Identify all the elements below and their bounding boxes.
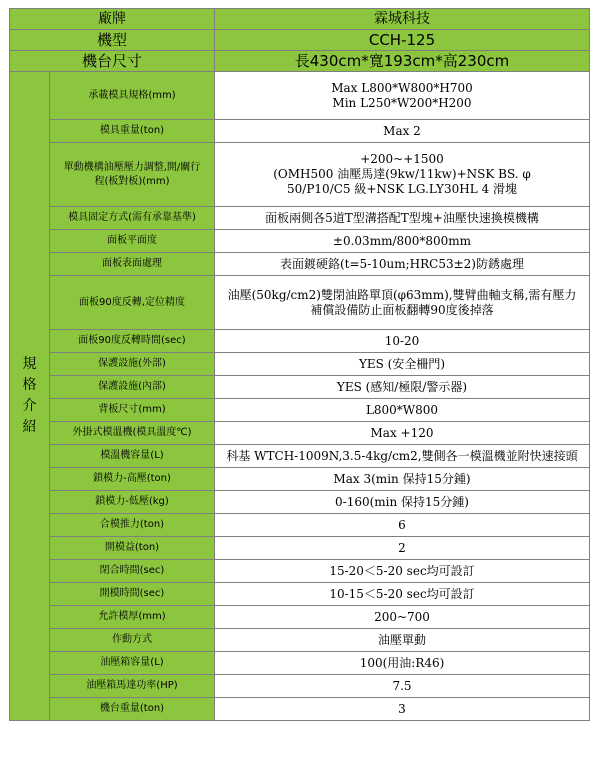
spec-label-line: 外掛式模溫機(模具溫度℃) — [72, 427, 192, 438]
spec-value-line: Min L250*W200*H200 — [332, 95, 472, 110]
spec-row — [10, 491, 590, 514]
spec-row — [10, 207, 590, 230]
spec-row — [10, 253, 590, 276]
spec-label-line: 閉合時間(sec) — [99, 565, 165, 576]
spec-label-line: 開模時間(sec) — [99, 588, 165, 599]
spec-row — [10, 629, 590, 652]
spec-row — [10, 276, 590, 330]
spec-label — [50, 698, 215, 721]
spec-label-line: 面板90度反轉,定位精度 — [79, 296, 185, 308]
spec-value — [215, 253, 590, 276]
spec-value — [215, 143, 590, 207]
spec-value — [215, 330, 590, 353]
spec-value — [215, 376, 590, 399]
spec-row — [10, 698, 590, 721]
spec-value-line: 2 — [398, 540, 406, 555]
spec-label-line: 鎖模力-低壓(kg) — [95, 496, 169, 507]
spec-row — [10, 230, 590, 253]
spec-value — [215, 445, 590, 468]
spec-row — [10, 583, 590, 606]
spec-label — [50, 629, 215, 652]
spec-sheet — [9, 8, 589, 721]
spec-label-line: 合模推力(ton) — [99, 519, 165, 530]
spec-label — [50, 330, 215, 353]
spec-label — [50, 468, 215, 491]
size-value: 長430cm*寬193cm*高230cm — [215, 51, 590, 72]
spec-row — [10, 353, 590, 376]
spec-value-line: 表面鍍硬鉻(t=5-10um;HRC53±2)防銹處理 — [280, 256, 524, 271]
spec-label — [50, 606, 215, 629]
spec-row — [10, 514, 590, 537]
spec-label — [50, 276, 215, 330]
spec-row — [10, 422, 590, 445]
spec-label-line: 油壓箱馬達功率(HP) — [86, 680, 178, 691]
spec-label-line: 保護設施(外部) — [98, 358, 166, 369]
spec-label-line: 面板90度反轉時間(sec) — [78, 335, 186, 346]
model-label: 機型 — [10, 30, 215, 51]
model-row — [10, 30, 590, 51]
spec-label-line: 背板尺寸(mm) — [98, 404, 166, 415]
spec-label — [50, 675, 215, 698]
spec-value-line: (OMH500 油壓馬達(9kw/11kw)+NSK BS. φ — [273, 167, 531, 181]
spec-value-line: 0-160(min 保持15分鍾) — [335, 494, 469, 509]
spec-value — [215, 230, 590, 253]
spec-row — [10, 560, 590, 583]
spec-value-line: YES (感知/極限/警示器) — [336, 379, 468, 394]
spec-label — [50, 652, 215, 675]
spec-label — [50, 514, 215, 537]
spec-value — [215, 675, 590, 698]
spec-value — [215, 353, 590, 376]
spec-label — [50, 143, 215, 207]
section-label-char: 規 — [22, 356, 37, 372]
spec-row — [10, 120, 590, 143]
spec-value-line: 100(用油:R46) — [359, 655, 445, 670]
spec-value — [215, 698, 590, 721]
spec-label — [50, 353, 215, 376]
spec-value — [215, 207, 590, 230]
spec-label — [50, 560, 215, 583]
spec-label — [50, 583, 215, 606]
spec-value-line: 15-20＜5-20 sec均可設訂 — [329, 563, 475, 578]
spec-value — [215, 606, 590, 629]
spec-value-line: Max L800*W800*H700 — [331, 80, 473, 95]
section-label-char: 格 — [22, 377, 37, 393]
spec-label-line: 允許模厚(mm) — [98, 611, 166, 622]
spec-value-line: 3 — [398, 701, 406, 716]
brand-row — [10, 9, 590, 30]
spec-value-line: Max 3(min 保持15分鍾) — [333, 471, 471, 486]
spec-label — [50, 207, 215, 230]
spec-label-line: 單動機構油壓壓力調整,開/關行 — [63, 161, 201, 173]
spec-label-line: 機台重量(ton) — [99, 703, 165, 714]
spec-label-line: 模溫機容量(L) — [100, 450, 164, 461]
spec-value-line: 10-15＜5-20 sec均可設訂 — [329, 586, 475, 601]
spec-row — [10, 143, 590, 207]
spec-value-line: YES (安全柵門) — [358, 356, 446, 371]
spec-value-line: 200~700 — [374, 609, 430, 624]
spec-value-line: Max 2 — [383, 123, 421, 138]
spec-value-line: 補償設備防止面板翻轉90度後掉落 — [310, 302, 494, 317]
spec-value — [215, 276, 590, 330]
spec-value — [215, 72, 590, 120]
section-label-char: 介 — [22, 398, 37, 414]
spec-value — [215, 514, 590, 537]
spec-row — [10, 376, 590, 399]
spec-value — [215, 583, 590, 606]
spec-value — [215, 629, 590, 652]
spec-value-line: 6 — [398, 517, 406, 532]
spec-row — [10, 468, 590, 491]
spec-label-line: 作動方式 — [112, 634, 152, 645]
spec-row — [10, 72, 590, 120]
spec-label — [50, 120, 215, 143]
brand-value: 霖城科技 — [215, 9, 590, 30]
section-label-char: 紹 — [22, 419, 37, 435]
size-row — [10, 51, 590, 72]
section-label — [10, 72, 50, 721]
spec-label — [50, 491, 215, 514]
spec-value-line: 油壓(50kg/cm2)雙閉油路單頂(φ63mm),雙臂曲軸支稱,需有壓力 — [227, 287, 577, 302]
spec-value-line: 面板兩側各5道T型溝搭配T型塊+油壓快速換模機構 — [265, 210, 539, 225]
spec-label-line: 程(板對板)(mm) — [94, 175, 170, 187]
spec-value — [215, 491, 590, 514]
spec-value-line: 10-20 — [384, 333, 420, 348]
spec-label-line: 鎖模力-高壓(ton) — [93, 473, 171, 484]
spec-value-line: L800*W800 — [365, 402, 439, 417]
spec-row — [10, 330, 590, 353]
spec-table — [9, 8, 590, 721]
brand-label: 廠牌 — [10, 9, 215, 30]
model-value: CCH-125 — [215, 30, 590, 51]
spec-label — [50, 445, 215, 468]
spec-value — [215, 560, 590, 583]
spec-row — [10, 606, 590, 629]
spec-row — [10, 537, 590, 560]
spec-row — [10, 675, 590, 698]
spec-label — [50, 399, 215, 422]
spec-label-line: 承載模具規格(mm) — [88, 89, 176, 101]
spec-value — [215, 399, 590, 422]
spec-label — [50, 72, 215, 120]
spec-label-line: 面板平面度 — [107, 235, 157, 246]
spec-label-line: 開模益(ton) — [104, 542, 160, 553]
spec-label — [50, 422, 215, 445]
spec-value-line: 7.5 — [392, 678, 412, 693]
spec-value-line: +200~+1500 — [360, 152, 444, 166]
spec-label-line: 面板表面處理 — [102, 258, 162, 269]
spec-label-line: 模具固定方式(需有承靠基準) — [68, 212, 196, 223]
spec-label — [50, 376, 215, 399]
spec-value — [215, 422, 590, 445]
spec-value-line: 50/P10/C5 級+NSK LG.LY30HL 4 滑塊 — [287, 182, 517, 196]
spec-value-line: 油壓單動 — [377, 632, 426, 647]
spec-label-line: 油壓箱容量(L) — [100, 657, 164, 668]
spec-label — [50, 537, 215, 560]
spec-value-line: ±0.03mm/800*800mm — [332, 233, 472, 248]
spec-label-line: 模具重量(ton) — [99, 125, 165, 136]
size-label: 機台尺寸 — [10, 51, 215, 72]
spec-value — [215, 537, 590, 560]
spec-label — [50, 230, 215, 253]
spec-label — [50, 253, 215, 276]
spec-row — [10, 652, 590, 675]
spec-row — [10, 399, 590, 422]
spec-value-line: Max +120 — [370, 425, 434, 440]
spec-value-line: 科基 WTCH-1009N,3.5-4kg/cm2,雙側各一模溫機並附快速接頭 — [226, 448, 578, 463]
spec-value — [215, 652, 590, 675]
spec-value — [215, 120, 590, 143]
spec-label-line: 保護設施(內部) — [98, 381, 166, 392]
spec-value — [215, 468, 590, 491]
spec-row — [10, 445, 590, 468]
